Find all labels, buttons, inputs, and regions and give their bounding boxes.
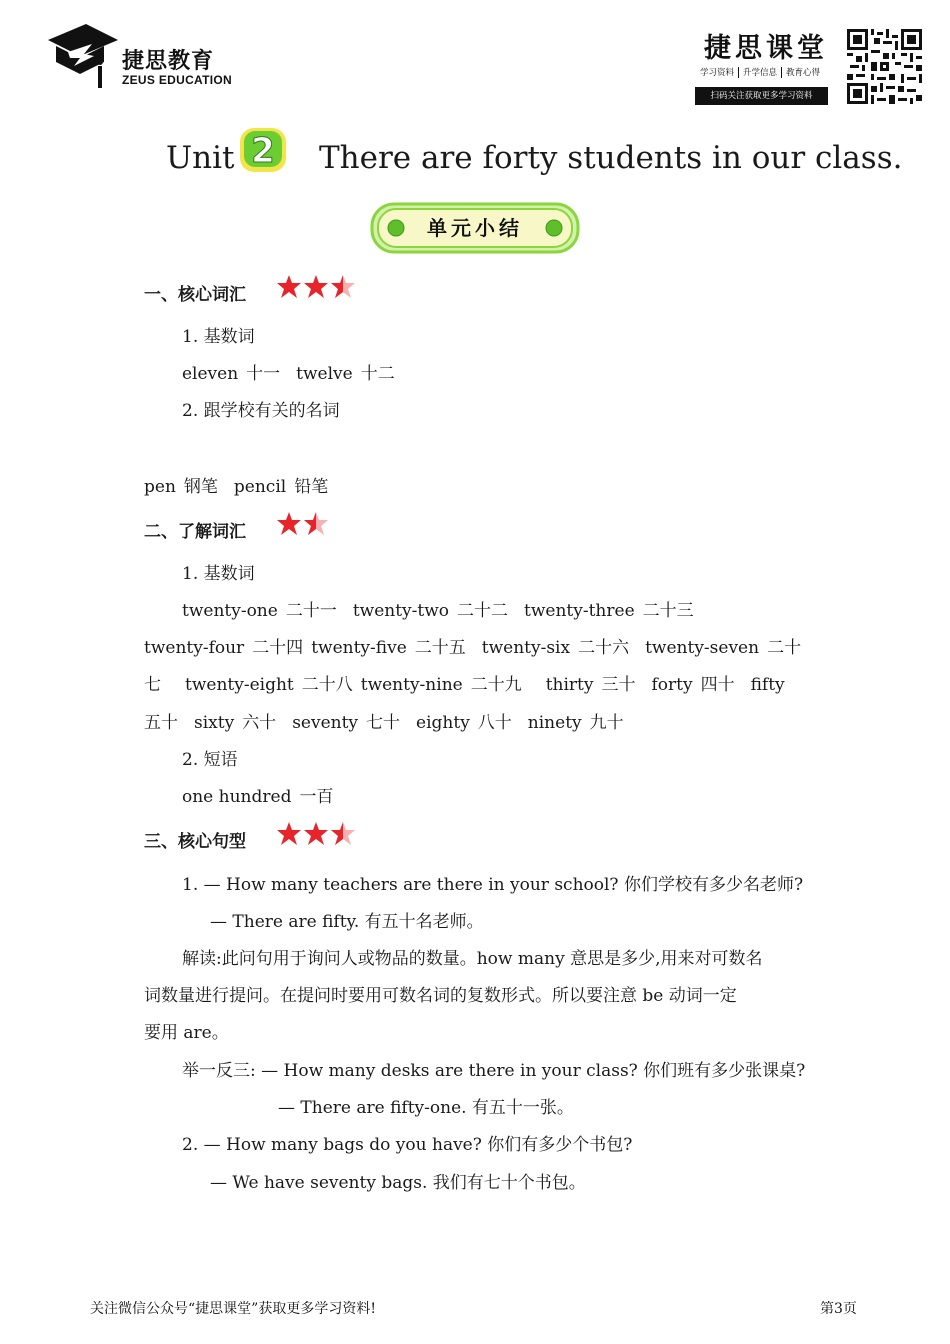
vocab-line: pen 钢笔 pencil 铅笔 xyxy=(144,477,329,497)
vocab-line: eleven 十一 twelve 十二 xyxy=(182,364,395,384)
sub-heading: 1. 基数词 xyxy=(182,327,255,347)
example-answer: — There are fifty-one. 有五十一张。 xyxy=(278,1098,574,1118)
star-icon xyxy=(277,512,301,535)
section-heading-understand-vocab: 二、了解词汇 xyxy=(144,522,246,542)
vocab-line: 七 twenty-eight 二十八 twenty-nine 二十九 thirty 三十 forty 四十 fifty xyxy=(144,675,785,695)
vocab-line: twenty-one 二十一 twenty-two 二十二 twenty-three 二十三 xyxy=(182,601,694,621)
rating-stars xyxy=(276,821,356,847)
unit-number: 2 xyxy=(251,131,275,171)
star-icon xyxy=(277,822,301,845)
brand-link: 教育心得 xyxy=(786,68,821,78)
explanation-text: 词数量进行提问。在提问时要用可数名词的复数形式。所以要注意 be 动词一定 xyxy=(144,986,737,1006)
sentence-answer: — There are fifty. 有五十名老师。 xyxy=(210,912,484,932)
sub-heading: 2. 短语 xyxy=(182,750,238,770)
qr-code-icon xyxy=(847,29,922,104)
zeus-logo-icon xyxy=(46,22,120,92)
phrase-line: one hundred 一百 xyxy=(182,787,334,807)
logo-en-text: ZEUS EDUCATION xyxy=(122,73,232,87)
section-heading-core-vocab: 一、核心词汇 xyxy=(144,285,246,305)
brand-title: 捷思课堂 xyxy=(704,33,828,64)
footer-note: 关注微信公众号“捷思课堂”获取更多学习资料! xyxy=(90,1301,376,1317)
logo-cn-text: 捷思教育 xyxy=(122,49,215,74)
brand-links xyxy=(697,66,823,78)
sentence-question: 2. — How many bags do you have? 你们有多少个书包? xyxy=(182,1135,633,1155)
unit-label: Unit xyxy=(166,140,235,176)
star-icon xyxy=(277,275,301,298)
brand-link: 学习资料 xyxy=(700,68,735,78)
unit-title: There are forty students in our class. xyxy=(319,140,903,176)
explanation-text: 解读:此问句用于询问人或物品的数量。how many 意思是多少,用来对可数名 xyxy=(182,949,763,969)
brand-bar: 扫码关注获取更多学习资料 xyxy=(695,87,828,105)
summary-badge-text: 单元小结 xyxy=(427,216,523,240)
brand-link: 升学信息 xyxy=(743,68,778,78)
star-icon xyxy=(304,822,328,845)
sentence-question: 1. — How many teachers are there in your school? 你们学校有多少名老师? xyxy=(182,875,804,895)
rating-stars xyxy=(276,511,332,537)
example-question: 举一反三: — How many desks are there in your class? 你们班有多少张课桌? xyxy=(182,1061,806,1081)
vocab-line xyxy=(182,434,310,454)
section-heading-core-sentences: 三、核心句型 xyxy=(144,832,246,852)
star-icon xyxy=(304,275,328,298)
vocab-line: 五十 sixty 六十 seventy 七十 eighty 八十 ninety 九十 xyxy=(144,713,624,733)
sentence-answer: — We have seventy bags. 我们有七十个书包。 xyxy=(210,1173,586,1193)
rating-stars xyxy=(276,274,356,300)
sub-heading: 2. 跟学校有关的名词 xyxy=(182,401,340,421)
explanation-text: 要用 are。 xyxy=(144,1023,229,1043)
sub-heading: 1. 基数词 xyxy=(182,564,255,584)
unit-number-badge xyxy=(238,126,288,174)
page-number: 第3页 xyxy=(820,1301,857,1317)
vocab-line: twenty-four 二十四 twenty-five 二十五 twenty-six 二十六 twenty-seven 二十 xyxy=(144,638,802,658)
